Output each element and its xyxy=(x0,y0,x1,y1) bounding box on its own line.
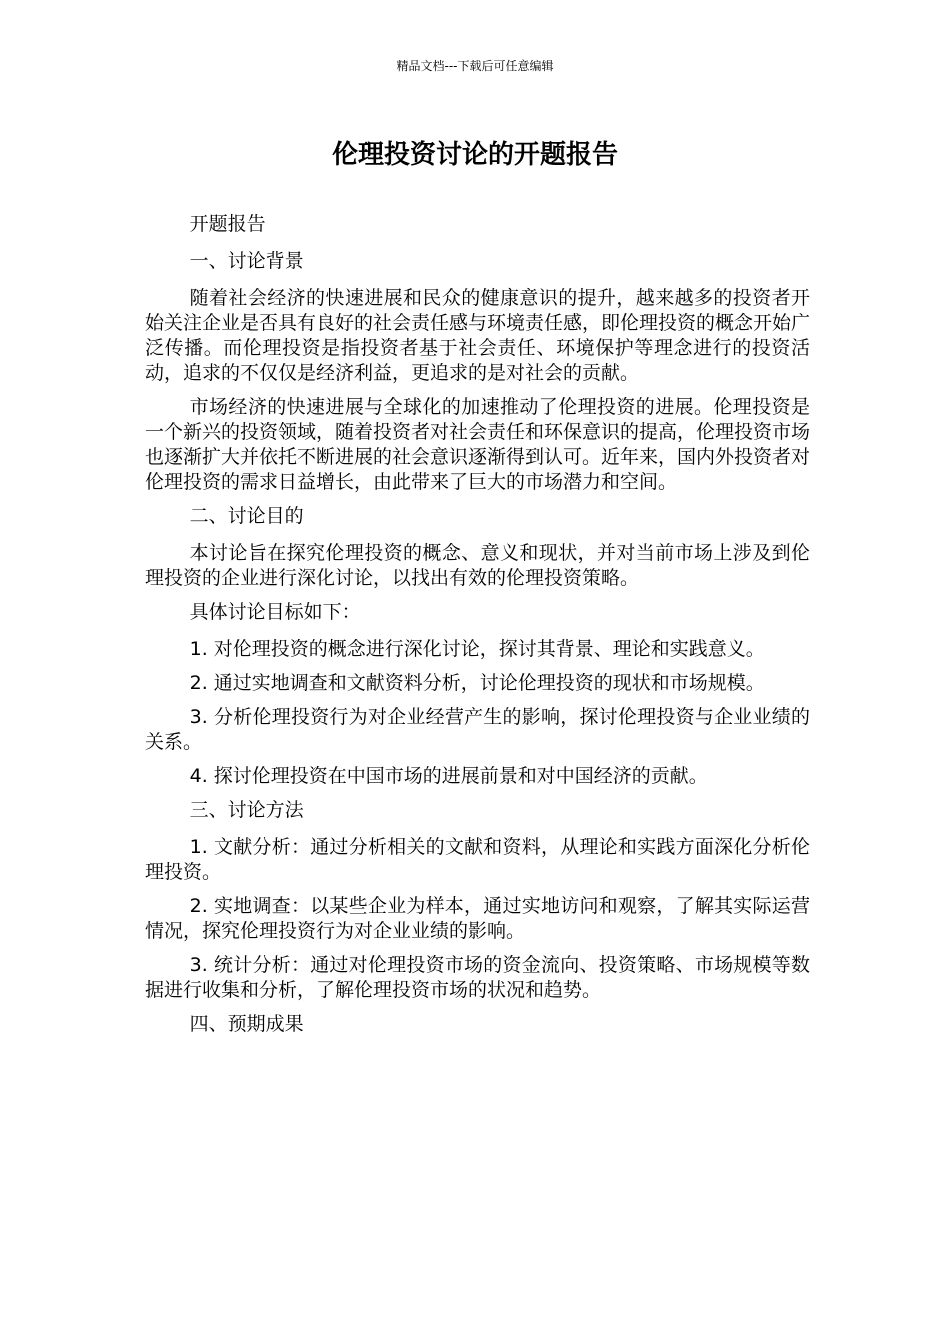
section-heading: 四、预期成果 xyxy=(189,1013,304,1035)
list-item: 2. 实地调查：以某些企业为样本，通过实地访问和观察，了解其实际运营情况，探究伦理投资行为对企业业绩的影响。 xyxy=(145,895,810,942)
body-paragraph: 市场经济的快速进展与全球化的加速推动了伦理投资的进展。伦理投资是一个新兴的投资领域，随着投资者对社会责任和环保意识的提高，伦理投资市场也逐渐扩大并依托不断进展的社会意识逐渐得到认可。近年来，国内外投资者对伦理投资的需求日益增长，由此带来了巨大的市场潜力和空间。 xyxy=(145,396,811,493)
list-item: 3. 分析伦理投资行为对企业经营产生的影响，探讨伦理投资与企业业绩的关系。 xyxy=(145,706,810,753)
document-body xyxy=(145,212,810,1049)
list-item: 4. 探讨伦理投资在中国市场的进展前景和对中国经济的贡献。 xyxy=(189,765,708,787)
list-item: 2. 通过实地调查和文献资料分析，讨论伦理投资的现状和市场规模。 xyxy=(189,672,765,694)
section-heading: 具体讨论目标如下： xyxy=(189,601,361,623)
section-heading: 一、讨论背景 xyxy=(189,250,304,272)
section-heading: 三、讨论方法 xyxy=(189,799,304,821)
body-paragraph: 随着社会经济的快速进展和民众的健康意识的提升，越来越多的投资者开始关注企业是否具有良好的社会责任感与环境责任感，即伦理投资的概念开始广泛传播。而伦理投资是指投资者基于社会责任、环境保护等理念进行的投资活动，追求的不仅仅是经济利益，更追求的是对社会的贡献。 xyxy=(145,287,811,384)
list-item: 1. 对伦理投资的概念进行深化讨论，探讨其背景、理论和实践意义。 xyxy=(189,638,765,660)
header-note: 精品文档---下载后可任意编辑 xyxy=(396,59,554,73)
section-heading: 二、讨论目的 xyxy=(189,505,304,527)
body-paragraph: 本讨论旨在探究伦理投资的概念、意义和现状，并对当前市场上涉及到伦理投资的企业进行深化讨论，以找出有效的伦理投资策略。 xyxy=(145,542,810,589)
section-heading: 开题报告 xyxy=(189,213,266,235)
list-item: 3. 统计分析：通过对伦理投资市场的资金流向、投资策略、市场规模等数据进行收集和分析，了解伦理投资市场的状况和趋势。 xyxy=(145,954,810,1001)
document-title: 伦理投资讨论的开题报告 xyxy=(331,140,618,170)
list-item: 1. 文献分析：通过分析相关的文献和资料，从理论和实践方面深化分析伦理投资。 xyxy=(145,836,810,883)
